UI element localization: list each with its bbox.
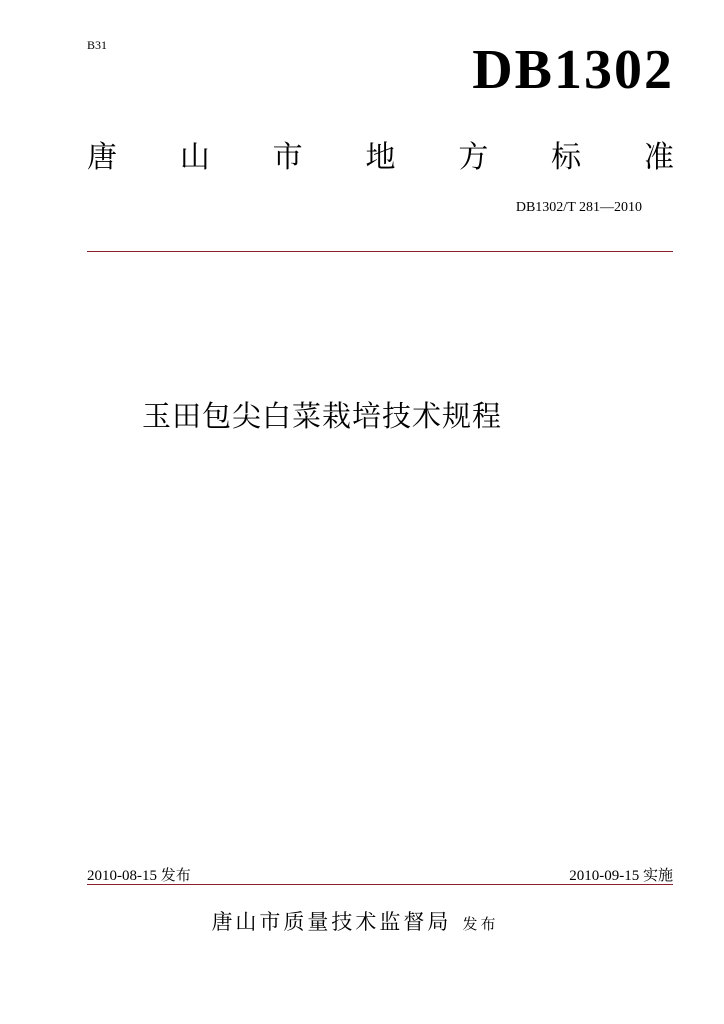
standard-type-char: 标 [551,140,582,175]
standard-type-char: 山 [179,140,210,175]
standard-type-char: 方 [458,140,489,175]
bottom-divider [87,884,673,885]
document-title: 玉田包尖白菜栽培技术规程 [141,399,502,433]
classification-code: B31 [87,38,108,52]
standard-code: DB1302 [472,39,674,101]
standard-type-char: 准 [643,140,674,175]
implementation-date: 2010-09-15 实施 [569,868,673,884]
top-divider [87,251,673,252]
issuing-authority: 唐山市质量技术监督局 [211,910,452,934]
standard-number: DB1302/T 281—2010 [515,200,642,215]
standard-type-char: 市 [272,140,303,175]
issue-label: 发布 [462,915,499,933]
release-date: 2010-08-15 发布 [87,868,191,884]
issuer-line [0,906,724,936]
standard-type-char: 地 [365,140,396,175]
standard-type-char: 唐 [87,140,117,175]
standard-type-heading [87,134,674,174]
